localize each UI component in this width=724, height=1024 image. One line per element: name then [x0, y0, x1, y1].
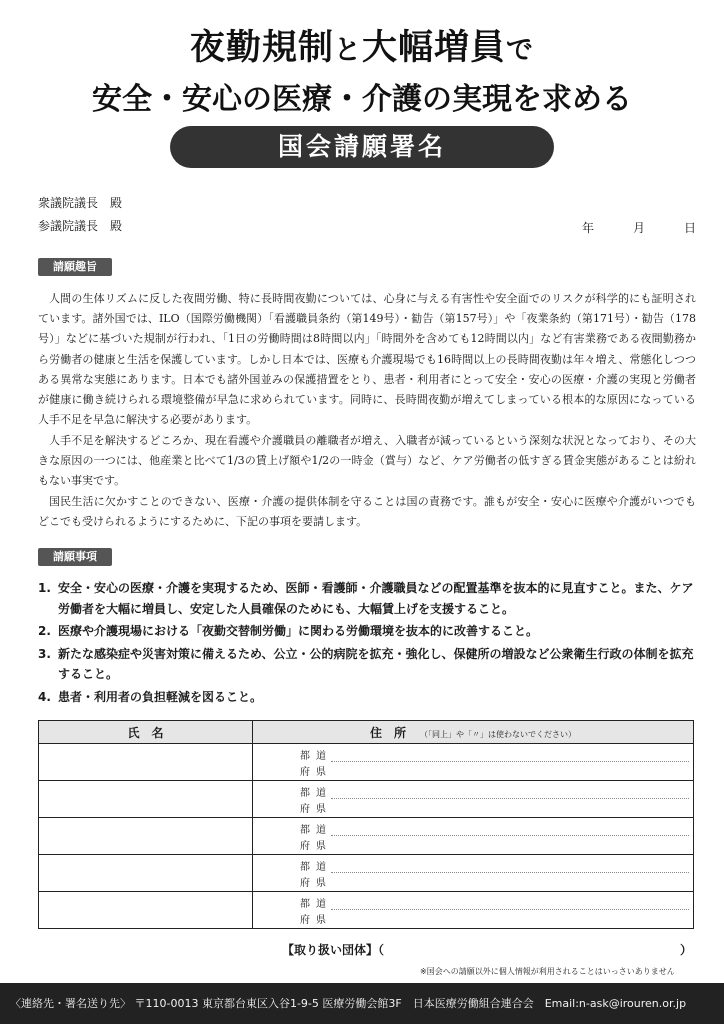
demand-item — [38, 644, 702, 685]
demand-item — [38, 578, 702, 619]
date-day-label: 日 — [684, 221, 697, 235]
prefecture-label-bottom: 府県 — [300, 915, 332, 926]
prefecture-label-bottom: 府県 — [300, 841, 332, 852]
name-column-header: 氏 名 — [39, 721, 253, 744]
prefecture-label-top: 都道 — [300, 751, 332, 762]
prefecture-label-bottom: 府県 — [300, 767, 332, 778]
signature-row — [39, 892, 694, 929]
prefecture-label-bottom: 府県 — [300, 804, 332, 815]
prefecture-label-top: 都道 — [300, 825, 332, 836]
demand-number: 2. — [38, 624, 51, 638]
signature-row — [39, 818, 694, 855]
title-part-4: で — [506, 35, 535, 66]
main-title — [0, 20, 724, 70]
address-column-header: 住 所 （「同上」や「〃」は使わないでください） — [253, 721, 694, 744]
purpose-paragraph-3: 国民生活に欠かすことのできない、医療・介護の提供体制を守ることは国の責務です。誰もが安全・安心に医療や介護がいつでもどこでも受けられるようにするために、下記の事項を要請します。 — [38, 495, 696, 529]
prefecture-label-top: 都道 — [300, 862, 332, 873]
signature-row — [39, 855, 694, 892]
demand-number: 4. — [38, 689, 51, 704]
title-part-3: 大幅増員 — [362, 28, 507, 68]
address-field[interactable] — [253, 892, 694, 929]
prefecture-label-bottom: 府県 — [300, 878, 332, 889]
signature-table — [38, 720, 694, 929]
demand-text: 新たな感染症や災害対策に備えるため、公立・公的病院を拡充・強化し、保健所の増設など公衆衛生行政の体制を拡充すること。 — [58, 646, 694, 681]
name-field[interactable] — [39, 818, 253, 855]
address-field[interactable] — [253, 818, 694, 855]
subtitle: 安全・安心の医療・介護の実現を求める — [92, 82, 632, 117]
signature-row — [39, 744, 694, 781]
name-field[interactable] — [39, 855, 253, 892]
privacy-note: ※国会への請願以外に個人情報が利用されることはいっさいありません — [420, 967, 675, 976]
footer-contact — [0, 983, 724, 1024]
organization-label: 【取り扱い団体】（ — [282, 943, 385, 957]
address-divider — [331, 798, 689, 799]
name-field[interactable] — [39, 781, 253, 818]
petition-banner: 国会請願署名 — [170, 126, 554, 168]
demand-text: 安全・安心の医療・介護を実現するため、医師・看護師・介護職員などの配置基準を抜本的に見直すこと。また、ケア労働者を大幅に増員し、安定した人員確保のためにも、大幅賃上げを支援すること。 — [58, 581, 694, 616]
addressee-upper-house: 参議院議長 殿 — [38, 219, 123, 233]
title-part-2: と — [334, 35, 362, 66]
address-field[interactable] — [253, 781, 694, 818]
date-year-label: 年 — [582, 221, 595, 235]
address-field[interactable] — [253, 855, 694, 892]
addressee-lower-house: 衆議院議長 殿 — [38, 196, 123, 210]
demands-list — [38, 578, 702, 709]
demand-item — [38, 621, 702, 642]
address-divider — [331, 872, 689, 873]
address-field[interactable] — [253, 744, 694, 781]
address-divider — [331, 835, 689, 836]
demand-number: 1. — [38, 581, 51, 595]
signature-row — [39, 781, 694, 818]
signature-rows — [39, 744, 694, 929]
purpose-paragraph-2: 人手不足を解決するどころか、現在看護や介護職員の離職者が増え、入職者が減っているという深刻な状況となっており、その大きな原因の一つには、他産業と比べて1/3の賃上げ額や1/2の一時金（賞与）など、ケア労働者の低すぎる賃金実態があることは紛れもない事実です。 — [38, 434, 696, 488]
purpose-label: 請願趣旨 — [38, 258, 112, 276]
name-field[interactable] — [39, 892, 253, 929]
footer-text: 〈連絡先・署名送り先〉 〒110-0013 東京都台東区入谷1-9-5 医療労働会館3F 日本医療労働組合連合会 Email:n-ask@irouren.or.jp — [10, 997, 687, 1010]
name-field[interactable] — [39, 744, 253, 781]
title-part-1: 夜勤規制 — [189, 28, 334, 68]
organization-field[interactable] — [282, 941, 692, 958]
demands-label: 請願事項 — [38, 548, 112, 566]
address-note: （「同上」や「〃」は使わないでください） — [420, 729, 576, 739]
date-month-label: 月 — [633, 221, 646, 235]
organization-close: ） — [679, 943, 692, 957]
address-divider — [331, 909, 689, 910]
demand-number: 3. — [38, 646, 51, 661]
address-divider — [331, 761, 689, 762]
prefecture-label-top: 都道 — [300, 899, 332, 910]
demand-text: 患者・利用者の負担軽減を図ること。 — [58, 689, 263, 704]
purpose-paragraph-1: 人間の生体リズムに反した夜間労働、特に長時間夜勤については、心身に与える有害性や安全面でのリスクが科学的にも証明されています。諸外国では、ILO（国際労働機関）「看護職員条約（第149号）・勧告（第157号）」や「夜業条約（第171号）・勧告（178号）」などに基づいた規制が行われ、「1日の労働時間は8時間以内」「時間外を含めても12時間以内」など有害業務である夜間勤務から労働者の健康と生活を保護しています。しかし日本では、医療も介護現場でも16時間以上の長時間夜勤は年々増え、常態化しつつある異常な実態にあります。日本でも諸外国並みの保護措置をとり、患者・利用者にとって安全・安心の医療・介護の実現と労働者が健康に働き続けられる環境整備が早急に求められています。同時に、長時間夜勤が増えてしまっている根本的な原因になっている人手不足を早急に解決する必要があります。 — [38, 292, 696, 427]
prefecture-label-top: 都道 — [300, 788, 332, 799]
demand-item — [38, 687, 702, 708]
demand-text: 医療や介護現場における「夜勤交替制労働」に関わる労働環境を抜本的に改善すること。 — [58, 624, 539, 638]
